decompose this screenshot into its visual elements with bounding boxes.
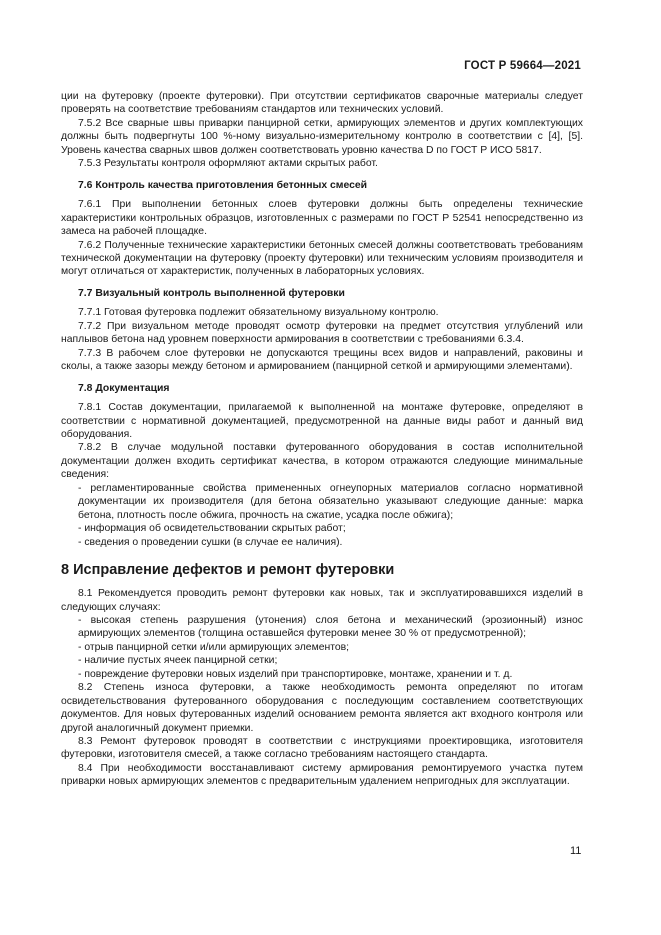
paragraph: 7.7.3 В рабочем слое футеровки не допускаются трещины всех видов и направлений, раковины и сколы, а также зазоры между бетоном и армированием (панцирной сеткой и армирующими элементами). xyxy=(61,347,583,373)
paragraph: 7.6.1 При выполнении бетонных слоев футеровки должны быть определены технические характеристики контрольных образцов, изготовленных с размерами по ГОСТ Р 52541 непосредственно из замеса на рабочей площадке. xyxy=(61,199,583,238)
list-item: - повреждение футеровки новых изделий при транспортировке, монтаже, хранении и т. д. xyxy=(78,668,513,680)
list-item: - наличие пустых ячеек панцирной сетки; xyxy=(78,655,278,667)
list-item: - отрыв панцирной сетки и/или армирующих элементов; xyxy=(78,641,350,653)
paragraph-continuation: ции на футеровку (проекте футеровки). При отсутствии сертификатов сварочные материалы следует проверять на соответствие требованиям стандартов или технических условий. xyxy=(61,91,583,116)
section-heading: 7.7 Визуальный контроль выполненной футеровки xyxy=(78,287,345,299)
paragraph: 8.1 Рекомендуется проводить ремонт футеровки как новых, так и эксплуатировавшихся изделий в следующих случаях: xyxy=(61,588,583,613)
section-heading: 7.8 Документация xyxy=(78,382,170,394)
paragraph: 7.8.2 В случае модульной поставки футерованного оборудования в состав исполнительной документации должен входить сертификат качества, в котором отражаются следующие минимальные сведения: xyxy=(61,442,583,481)
list-item: - информация об освидетельствовании скрытых работ; xyxy=(78,523,346,535)
paragraph: 7.8.1 Состав документации, прилагаемой к выполненной на монтаже футеровке, определяют в соответствии с нормативной документацией, предусмотренной на данные виды работ и данный вид оборудования. xyxy=(61,402,583,440)
paragraph: 7.7.1 Готовая футеровка подлежит обязательному визуальному контролю. xyxy=(78,307,439,319)
paragraph: 7.6.2 Полученные технические характеристики бетонных смесей должны соответствовать требованиям технической документации на футеровку (проекту футеровки) или техническим условиям производителя и могут отличаться от характеристик, полученных в лабораторных условиях. xyxy=(61,239,583,278)
list-item: - сведения о проведении сушки (в случае ее наличия). xyxy=(78,536,343,548)
document-header: ГОСТ Р 59664—2021 xyxy=(464,60,581,72)
list-item: - высокая степень разрушения (утонения) слоя бетона и механический (эрозионный) износ армирующих элементов (толщина оставшейся футеровки менее 30 % от предусмотренной); xyxy=(78,614,583,640)
chapter-heading: 8 Исправление дефектов и ремонт футеровки xyxy=(61,562,395,579)
paragraph: 8.4 При необходимости восстанавливают систему армирования ремонтируемого участка путем приварки новых армирующих элементов с предварительным удалением непригодных для эксплуатации. xyxy=(61,762,583,788)
paragraph: 8.2 Степень износа футеровки, а также необходимость ремонта определяют по итогам освидетельствования футерованного оборудования с последующим составлением соответствующих документов. Для новых футерованных изделий основанием ремонта является акт входного контроля или другой аналогичный документ приемки. xyxy=(61,682,583,734)
paragraph: 7.5.2 Все сварные швы приварки панцирной сетки, армирующих элементов и других комплектующих должны быть подвергнуты 100 %-ному визуально-измерительному контролю в соответствии с [4], [5]. Уровень качества сварных швов должен соответствовать уровню качества D по ГОСТ Р ИСО 5817. xyxy=(61,117,583,156)
section-heading: 7.6 Контроль качества приготовления бетонных смесей xyxy=(78,179,368,191)
page-number: 11 xyxy=(570,845,582,857)
list-item: - регламентированные свойства примененных огнеупорных материалов согласно нормативной документации их производителя (для бетона обязательно указывают следующие данные: марка бетона, плотность после обжига, прочность на сжатие, усадка после обжига); xyxy=(78,482,583,521)
paragraph: 7.7.2 При визуальном методе проводят осмотр футеровки на предмет отсутствия углублений или наплывов бетона над уровнем поверхности армирования в соответствии с требованиями 6.3.4. xyxy=(61,320,583,346)
paragraph: 8.3 Ремонт футеровок проводят в соответствии с инструкциями проектировщика, изготовителя футеровки, изготовителя смесей, а также согласно требованиям настоящего стандарта. xyxy=(61,736,583,761)
paragraph: 7.5.3 Результаты контроля оформляют актами скрытых работ. xyxy=(78,158,378,170)
document-body xyxy=(61,90,583,789)
